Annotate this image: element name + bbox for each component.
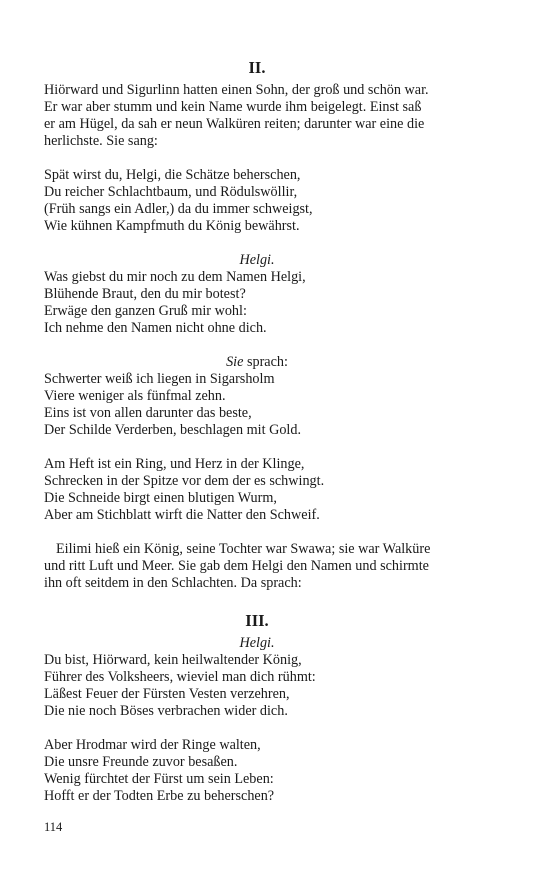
stanza-gap [44,524,470,541]
speaker-name: Helgi. [239,252,275,268]
verse-line: Schrecken in der Spitze vor dem der es schwingt. [44,473,325,489]
speaker-label [44,635,470,652]
verse-line: Spät wirst du, Helgi, die Schätze beherschen, [44,167,301,183]
verse-line: Erwäge den ganzen Gruß mir wohl: [44,303,247,319]
stanza-gap [44,150,470,167]
verse-line: Eins ist von allen darunter das beste, [44,405,252,421]
verse-line: Am Heft ist ein Ring, und Herz in der Klinge, [44,456,305,472]
stanza [44,456,470,524]
stanza [44,652,470,720]
stanza [44,167,470,235]
verse-line: Führer des Volksheers, wieviel man dich rühmt: [44,669,316,685]
speaker-name: Sie [226,354,244,370]
speaker-name: Helgi. [239,635,275,651]
verse-line: Viere weniger als fünfmal zehn. [44,388,226,404]
stanza-gap [44,439,470,456]
verse-line: Die Schneide birgt einen blutigen Wurm, [44,490,277,506]
verse-line: Was giebst du mir noch zu dem Namen Helgi, [44,269,306,285]
text-line: ihn oft seitdem in den Schlachten. Da sprach: [44,575,302,591]
stanza [44,737,470,805]
text-line: er am Hügel, da sah er neun Walküren reiten; darunter war eine die [44,116,425,132]
text-line: Eilimi hieß ein König, seine Tochter war Swawa; sie war Walküre [56,541,431,557]
intro-paragraph [44,82,470,150]
text-line: und ritt Luft und Meer. Sie gab dem Helgi den Namen und schirmte [44,558,429,574]
speaker-label [44,354,470,371]
verse-line: Schwerter weiß ich liegen in Sigarsholm [44,371,275,387]
chapter-title-iii: III. [245,611,269,630]
verse-line: Der Schilde Verderben, beschlagen mit Gold. [44,422,302,438]
verse-line: Du reicher Schlachtbaum, und Rödulswöllir, [44,184,298,200]
page-number: 114 [44,820,63,834]
text-line: Hiörward und Sigurlinn hatten einen Sohn, der groß und schön war. [44,82,429,98]
verse-line: Aber Hrodmar wird der Ringe walten, [44,737,261,753]
verse-line: Du bist, Hiörward, kein heilwaltender König, [44,652,302,668]
verse-line: Ich nehme den Namen nicht ohne dich. [44,320,267,336]
prose-paragraph [44,541,470,592]
book-page [44,58,470,805]
stanza-gap [44,337,470,354]
verse-line: (Früh sangs ein Adler,) da du immer schweigst, [44,201,313,217]
verse-line: Wie kühnen Kampfmuth du König bewährst. [44,218,300,234]
text-line: Er war aber stumm und kein Name wurde ihm beigelegt. Einst saß [44,99,422,115]
stanza-gap [44,235,470,252]
verse-line: Läßest Feuer der Fürsten Vesten verzehren, [44,686,290,702]
stanza-gap [44,720,470,737]
verse-line: Hofft er der Todten Erbe zu beherschen? [44,788,275,804]
verse-line: Die nie noch Böses verbrachen wider dich. [44,703,288,719]
text-line: herlichste. Sie sang: [44,133,158,149]
verse-line: Aber am Stichblatt wirft die Natter den Schweif. [44,507,320,523]
verse-line: Wenig fürchtet der Fürst um sein Leben: [44,771,274,787]
stanza [44,269,470,337]
speaker-label [44,252,470,269]
chapter-title-ii: II. [248,58,266,77]
verse-line: Blühende Braut, den du mir botest? [44,286,246,302]
verse-line: Die unsre Freunde zuvor besaßen. [44,754,238,770]
stanza [44,371,470,439]
speaker-verb: sprach: [243,354,288,370]
